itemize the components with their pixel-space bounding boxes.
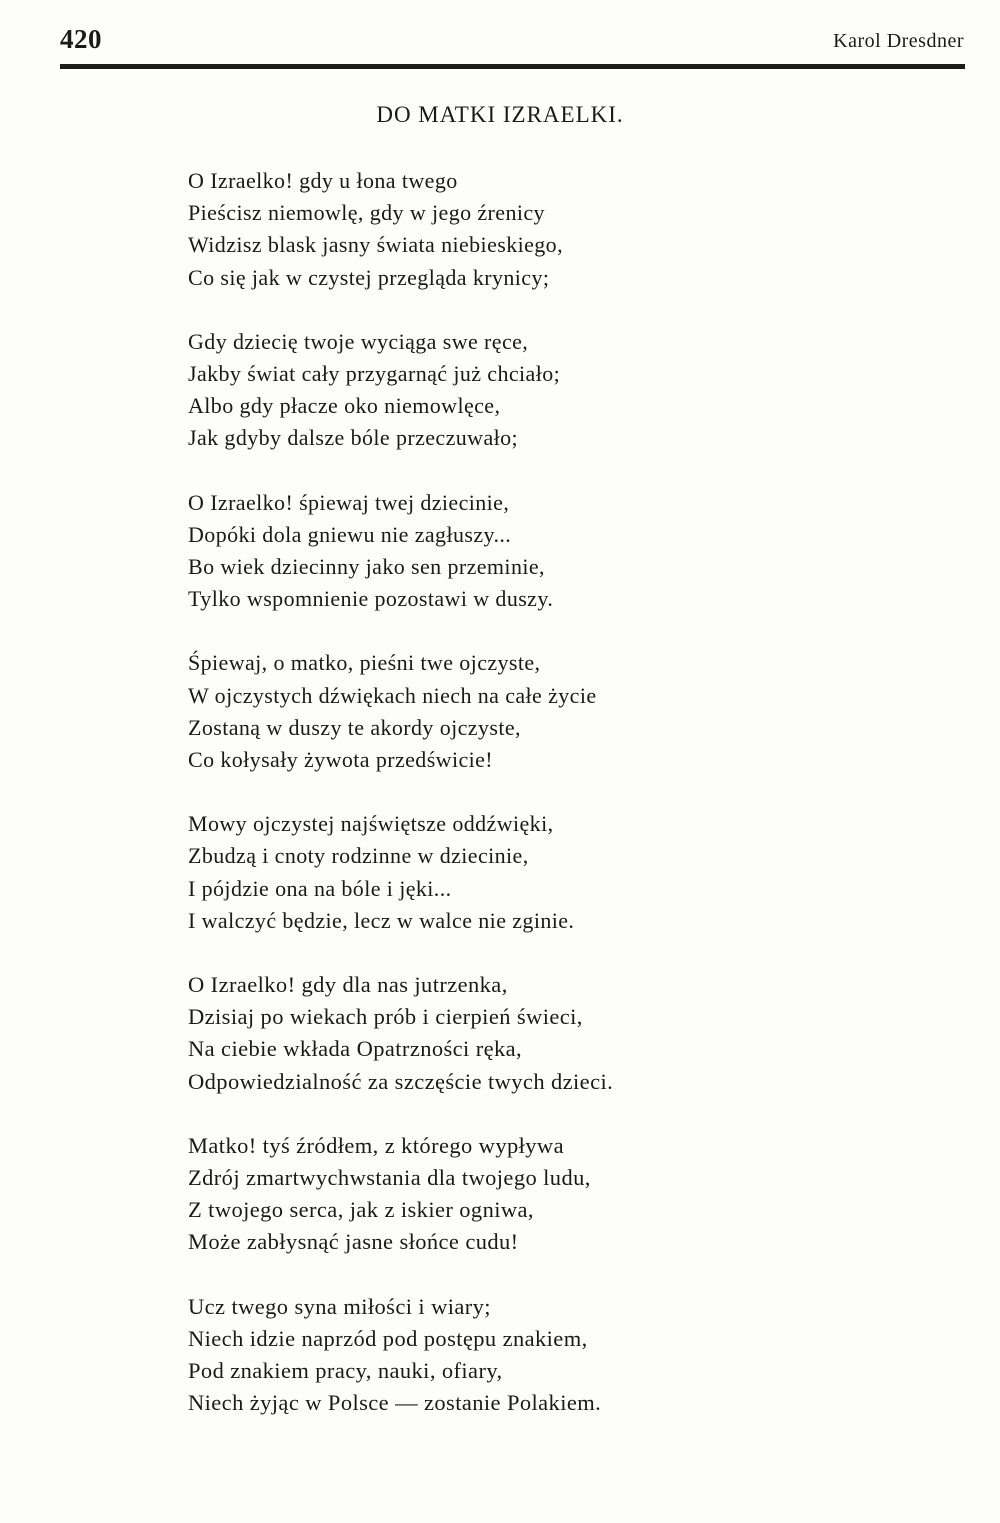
poem-line: Ucz twego syna miłości i wiary;	[188, 1293, 491, 1319]
stanza	[188, 487, 748, 616]
poem-title: DO MATKI IZRAELKI.	[376, 102, 624, 127]
poem-line: Matko! tyś źródłem, z którego wypływa	[188, 1132, 564, 1158]
poem-line: Gdy dziecię twoje wyciąga swe ręce,	[188, 328, 529, 354]
poem-line: Co kołysały żywota przedświcie!	[188, 747, 494, 773]
poem-line: Pieścisz niemowlę, gdy w jego źrenicy	[188, 200, 545, 226]
stanza	[188, 647, 748, 776]
stanza	[188, 326, 748, 455]
stanza	[188, 969, 748, 1098]
poem-line: Mowy ojczystej najświętsze oddźwięki,	[188, 811, 554, 837]
poem-line: Bo wiek dziecinny jako sen przeminie,	[188, 554, 545, 580]
poem-line: Niech idzie naprzód pod postępu znakiem,	[188, 1325, 588, 1351]
poem-line: Może zabłysnąć jasne słońce cudu!	[188, 1229, 519, 1255]
poem-line: O Izraelko! śpiewaj twej dziecinie,	[188, 489, 510, 515]
poem-line: O Izraelko! gdy u łona twego	[188, 168, 458, 193]
poem-line: I walczyć będzie, lecz w walce nie zginie.	[188, 907, 575, 933]
poem-line: Widzisz blask jasny świata niebieskiego,	[188, 232, 563, 258]
poem-line: W ojczystych dźwiękach niech na całe życie	[188, 682, 597, 708]
poem-line: Dopóki dola gniewu nie zagłuszy...	[188, 521, 512, 547]
poem-line: Zbudzą i cnoty rodzinne w dziecinie,	[188, 843, 529, 869]
header-rule	[60, 64, 965, 69]
poem-line: Albo gdy płacze oko niemowlęce,	[188, 393, 501, 419]
poem-line: Co się jak w czystej przegląda krynicy;	[188, 264, 550, 290]
poem-line: Zostaną w duszy te akordy ojczyste,	[188, 714, 521, 740]
running-head: Karol Dresdner	[833, 30, 964, 52]
poem-line: Na ciebie wkłada Opatrzności ręka,	[188, 1036, 523, 1062]
poem-line: Jak gdyby dalsze bóle przeczuwało;	[188, 425, 519, 451]
poem-line: O Izraelko! gdy dla nas jutrzenka,	[188, 972, 508, 998]
page-number: 420	[60, 24, 102, 54]
poem-line: Jakby świat cały przygarnąć już chciało;	[188, 361, 561, 387]
poem-line: Śpiewaj, o matko, pieśni twe ojczyste,	[188, 650, 541, 676]
stanza	[188, 808, 748, 937]
poem-line: I pójdzie ona na bóle i jęki...	[188, 875, 452, 901]
poem-line: Niech żyjąc w Polsce — zostanie Polakiem.	[188, 1390, 602, 1416]
poem-line: Dzisiaj po wiekach prób i cierpień świeci,	[188, 1004, 583, 1030]
stanza	[188, 1130, 748, 1259]
poem-line: Pod znakiem pracy, nauki, ofiary,	[188, 1358, 503, 1384]
stanza	[188, 1291, 748, 1420]
poem-body	[188, 165, 748, 1452]
poem-line: Z twojego serca, jak z iskier ogniwa,	[188, 1197, 534, 1223]
poem-line: Zdrój zmartwychwstania dla twojego ludu,	[188, 1165, 591, 1191]
stanza	[188, 165, 748, 294]
poem-line: Tylko wspomnienie pozostawi w duszy.	[188, 586, 554, 612]
poem-line: Odpowiedzialność za szczęście twych dzieci.	[188, 1068, 614, 1094]
